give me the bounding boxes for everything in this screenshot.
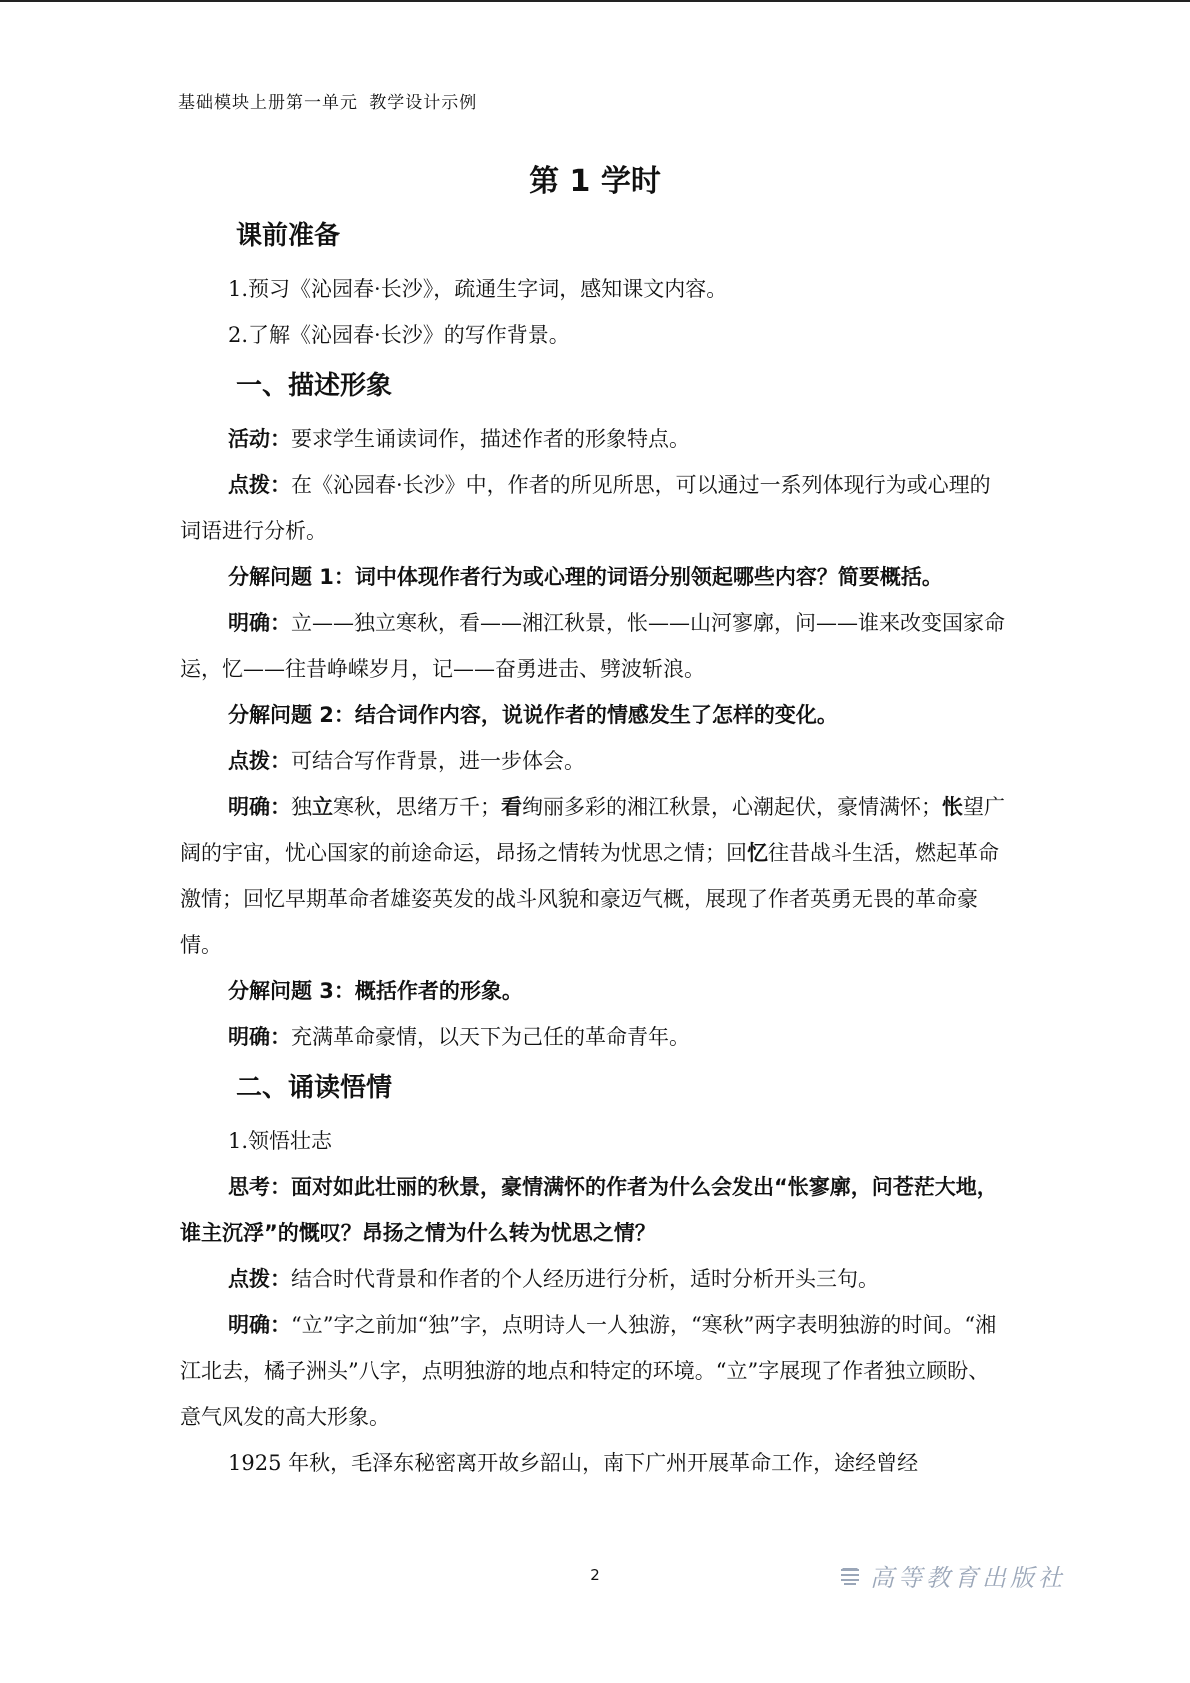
tip-paragraph	[180, 462, 1010, 554]
keyword: 立	[312, 795, 333, 819]
page-title: 第 1 学时	[529, 164, 661, 199]
activity-label: 活动：	[228, 427, 291, 451]
answer-label: 明确：	[228, 1313, 291, 1337]
tip-label: 点拨：	[228, 473, 291, 497]
answer-text: 往昔战斗生活，燃起革命激情；回忆早期革命者雄姿英发的战斗风貌和豪迈气概，展现了作者英勇无畏的革命豪情。	[180, 841, 999, 957]
top-rule	[0, 0, 1190, 2]
answer-text: 独	[291, 795, 312, 819]
background-paragraph: 1925 年秋，毛泽东秘密离开故乡韶山，南下广州开展革命工作，途经曾经	[228, 1451, 919, 1475]
question-2: 分解问题 2：结合词作内容，说说作者的情感发生了怎样的变化。	[228, 703, 838, 727]
tip-text: 在《沁园春·长沙》中，作者的所见所思，可以通过一系列体现行为或心理的词语进行分析。	[180, 473, 991, 543]
activity-paragraph	[180, 416, 1010, 462]
tip-label: 点拨：	[228, 1267, 291, 1291]
tip-label: 点拨：	[228, 749, 291, 773]
keyword: 怅	[942, 795, 963, 819]
tip-text: 结合时代背景和作者的个人经历进行分析，适时分析开头三句。	[291, 1267, 879, 1291]
answer-text: 立——独立寒秋，看——湘江秋景，怅——山河寥廓，问——谁来改变国家命运，忆——往昔峥嵘岁月，记——奋勇进击、劈波斩浪。	[180, 611, 1005, 681]
subheading-aspiration: 1.领悟壮志	[228, 1129, 333, 1153]
keyword: 忆	[747, 841, 768, 865]
prep-item-2: 2.了解《沁园春·长沙》的写作背景。	[228, 323, 570, 347]
answer-3	[180, 1014, 1010, 1060]
question-3: 分解问题 3：概括作者的形象。	[228, 979, 523, 1003]
answer-label: 明确：	[228, 611, 291, 635]
tip-text: 可结合写作背景，进一步体会。	[291, 749, 585, 773]
answer-text: 寒秋，思绪万千；	[333, 795, 501, 819]
answer-label: 明确：	[228, 1025, 291, 1049]
page-number: 2	[590, 1566, 600, 1584]
think-question: 思考：面对如此壮丽的秋景，豪情满怀的作者为什么会发出“怅寥廓，问苍茫大地，谁主沉浮”的慨叹？昂扬之情为什么转为忧思之情？	[180, 1175, 998, 1245]
answer-text: “立”字之前加“独”字，点明诗人一人独游，“寒秋”两字表明独游的时间。“湘江北去，橘子洲头”八字，点明独游的地点和特定的环境。“立”字展现了作者独立顾盼、意气风发的高大形象。	[180, 1313, 997, 1429]
section-heading-describe: 一、描述形象	[236, 371, 393, 401]
running-head: 基础模块上册第一单元 教学设计示例	[178, 93, 478, 113]
answer-1	[180, 600, 1010, 692]
page-content	[180, 216, 1010, 1486]
tip-paragraph-3	[180, 1256, 1010, 1302]
prep-item-1: 1.预习《沁园春·长沙》，疏通生字词，感知课文内容。	[228, 277, 728, 301]
keyword: 看	[501, 795, 522, 819]
publisher-name: 高等教育出版社	[870, 1564, 1066, 1592]
activity-text: 要求学生诵读词作，描述作者的形象特点。	[291, 427, 690, 451]
publisher-emblem-icon	[838, 1564, 862, 1588]
answer-text: 充满革命豪情，以天下为己任的革命青年。	[291, 1025, 690, 1049]
question-1: 分解问题 1：词中体现作者行为或心理的词语分别领起哪些内容？简要概括。	[228, 565, 943, 589]
answer-text: 望广阔的宇宙，忧心国家的前途命运，昂扬之情转为忧思之情；回	[180, 795, 1005, 865]
tip-paragraph-2	[180, 738, 1010, 784]
answer-4	[180, 1302, 1010, 1440]
answer-text: 绚丽多彩的湘江秋景，心潮起伏，豪情满怀；	[522, 795, 942, 819]
publisher-logo	[838, 1558, 1066, 1593]
answer-2	[180, 784, 1010, 968]
answer-label: 明确：	[228, 795, 291, 819]
section-heading-prep: 课前准备	[236, 221, 341, 251]
section-heading-recite: 二、诵读悟情	[236, 1073, 393, 1103]
